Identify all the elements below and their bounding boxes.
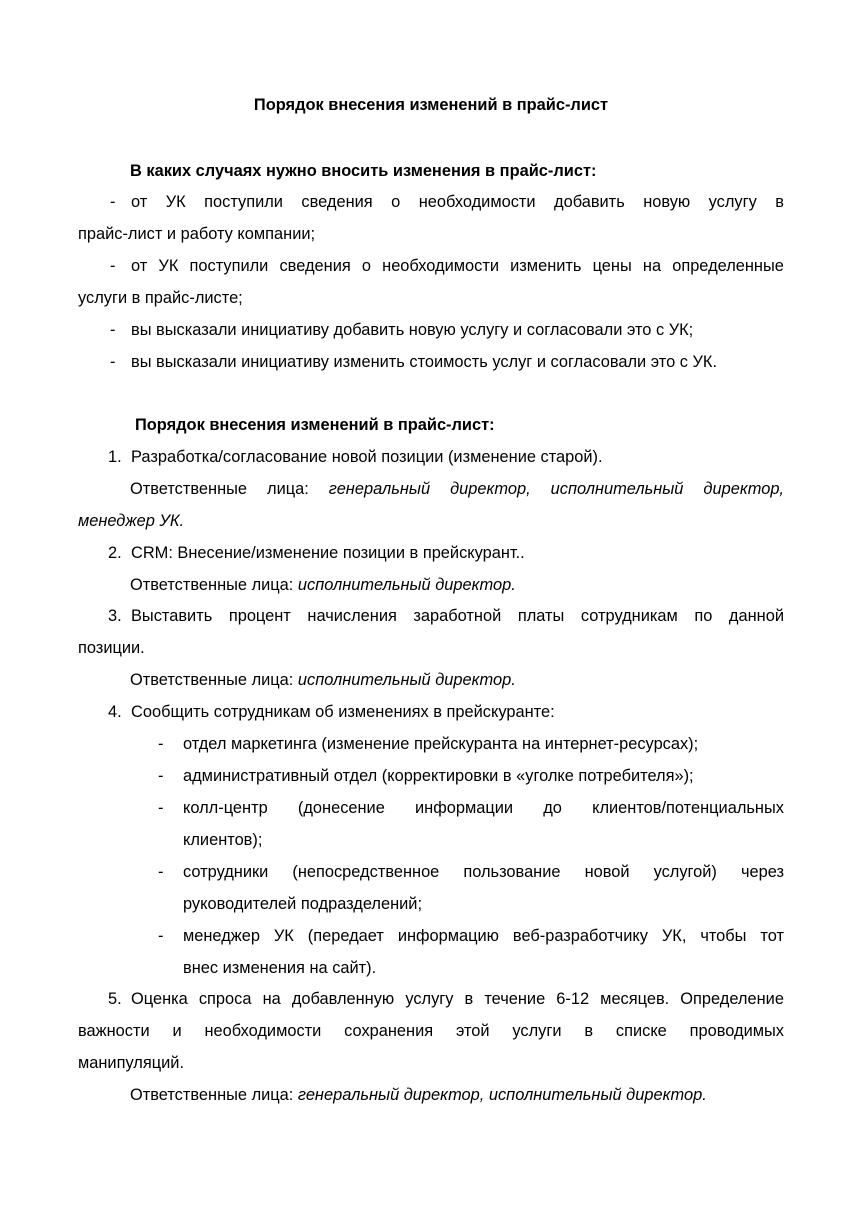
responsible-line xyxy=(130,479,784,499)
step-text xyxy=(131,606,784,626)
step-number: 5. xyxy=(108,990,122,1008)
bullet-dash: - xyxy=(110,321,116,339)
responsible-persons: исполнительный директор. xyxy=(297,576,516,594)
step-number: 3. xyxy=(108,607,122,625)
responsible-label: Ответственные лица: xyxy=(130,576,294,594)
bullet-dash: - xyxy=(158,863,164,881)
bullet-dash: - xyxy=(158,927,164,945)
list-item: вы высказали инициативу добавить новую услугу и согласовали это с УК; xyxy=(131,321,694,339)
bullet-dash: - xyxy=(158,735,164,753)
step-text: CRM: Внесение/изменение позиции в прейскурант.. xyxy=(131,544,525,562)
sub-list-item: отдел маркетинга (изменение прейскуранта на интернет-ресурсах); xyxy=(183,735,699,753)
responsible-persons: исполнительный директор. xyxy=(297,671,516,689)
sub-list-item xyxy=(183,862,784,882)
bullet-dash: - xyxy=(158,767,164,785)
justified-line: колл-центр (донесение информации до клиентов/потенциальных xyxy=(183,799,784,817)
step-continuation: манипуляций. xyxy=(78,1054,184,1072)
justified-line: Оценка спроса на добавленную услугу в течение 6-12 месяцев. Определение xyxy=(131,990,784,1008)
justified-line: Выставить процент начисления заработной платы сотрудникам по данной xyxy=(131,607,784,625)
justified-line: важности и необходимости сохранения этой услуги в списке проводимых xyxy=(78,1022,784,1040)
step-continuation: позиции. xyxy=(78,639,145,657)
step-text: Разработка/согласование новой позиции (изменение старой). xyxy=(131,448,603,466)
list-item xyxy=(131,192,784,212)
list-item xyxy=(131,256,784,276)
justified-line: от УК поступили сведения о необходимости добавить новую услугу в xyxy=(131,193,784,211)
list-item: вы высказали инициативу изменить стоимость услуг и согласовали это с УК. xyxy=(131,353,718,371)
section1-heading: В каких случаях нужно вносить изменения в прайс-лист: xyxy=(130,162,597,180)
sub-list-item xyxy=(183,926,784,946)
document-title: Порядок внесения изменений в прайс-лист xyxy=(253,96,609,114)
sub-list-item-continuation: клиентов); xyxy=(183,831,263,849)
responsible-line xyxy=(130,575,516,595)
responsible-label: Ответственные лица: xyxy=(130,671,294,689)
step-continuation xyxy=(78,1021,784,1041)
step-number: 4. xyxy=(108,703,122,721)
sub-list-item-continuation: внес изменения на сайт). xyxy=(183,959,377,977)
step-number: 2. xyxy=(108,544,122,562)
step-number: 1. xyxy=(108,448,122,466)
justified-line: от УК поступили сведения о необходимости изменить цены на определенные xyxy=(131,257,784,275)
justified-line: сотрудники (непосредственное пользование новой услугой) через xyxy=(183,863,784,881)
bullet-dash: - xyxy=(110,193,116,211)
bullet-dash: - xyxy=(158,799,164,817)
responsible-line xyxy=(130,1085,707,1105)
bullet-dash: - xyxy=(110,353,116,371)
responsible-continuation: менеджер УК. xyxy=(78,512,185,530)
justified-line: менеджер УК (передает информацию веб-разработчику УК, чтобы тот xyxy=(183,927,784,945)
sub-list-item-continuation: руководителей подразделений; xyxy=(183,895,423,913)
sub-list-item xyxy=(183,798,784,818)
justified-line: Ответственные лица: генеральный директор, исполнительный директор, xyxy=(130,480,784,498)
step-text: Сообщить сотрудникам об изменениях в прейскуранте: xyxy=(131,703,555,721)
sub-list-item: административный отдел (корректировки в «уголке потребителя»); xyxy=(183,767,694,785)
bullet-dash: - xyxy=(110,257,116,275)
list-item-continuation: прайс-лист и работу компании; xyxy=(78,225,316,243)
responsible-persons: генеральный директор, исполнительный директор. xyxy=(297,1086,707,1104)
step-text xyxy=(131,989,784,1009)
responsible-line xyxy=(130,670,516,690)
section2-heading: Порядок внесения изменений в прайс-лист: xyxy=(135,416,495,434)
responsible-label: Ответственные лица: xyxy=(130,1086,294,1104)
list-item-continuation: услуги в прайс-листе; xyxy=(78,289,243,307)
